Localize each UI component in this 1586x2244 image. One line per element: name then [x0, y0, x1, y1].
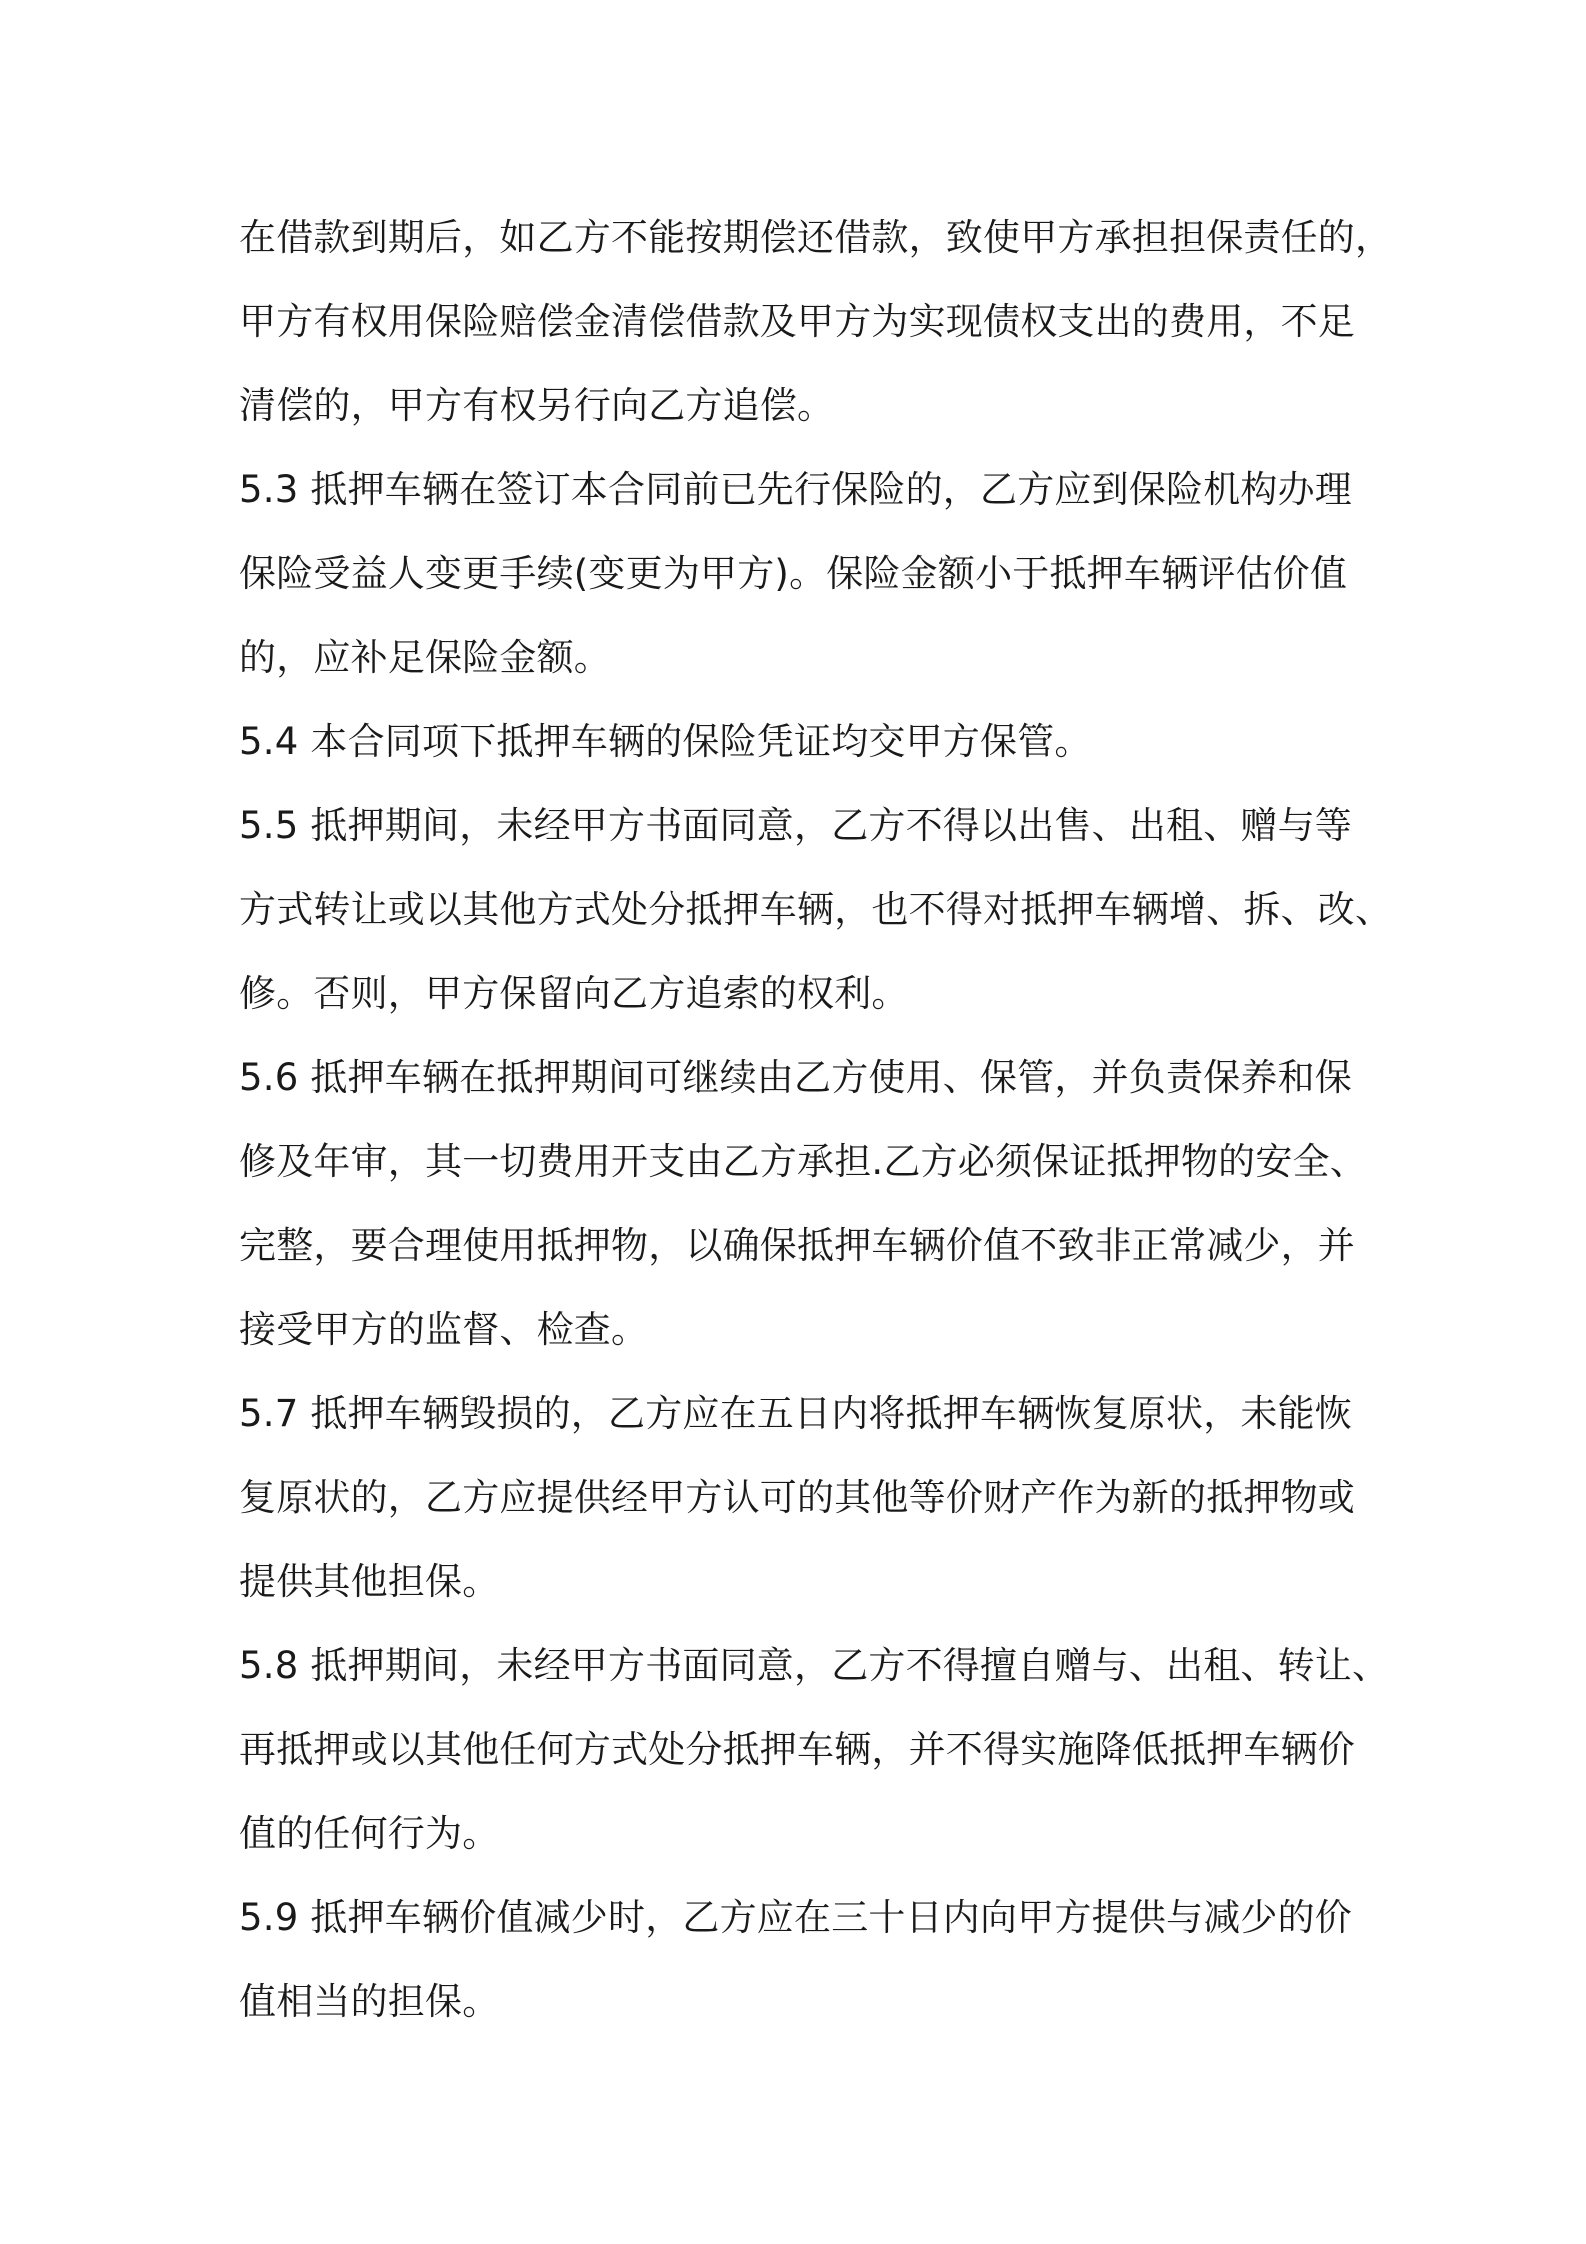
- text-line: 修及年审，其一切费用开支由乙方承担.乙方必须保证抵押物的安全、: [239, 1140, 1367, 1183]
- clause-5-5-line: 5.5 抵押期间，未经甲方书面同意，乙方不得以出售、出租、赠与等: [239, 804, 1353, 847]
- text-line: 值相当的担保。: [239, 1980, 500, 2023]
- clause-5-3-line: 5.3 抵押车辆在签订本合同前已先行保险的，乙方应到保险机构办理: [239, 468, 1353, 511]
- document-body: [239, 196, 1393, 2044]
- text-line: 甲方有权用保险赔偿金清偿借款及甲方为实现债权支出的费用，不足: [239, 300, 1355, 343]
- text-line: 修。否则，甲方保留向乙方追索的权利。: [239, 972, 909, 1015]
- clause-5-8-line: 5.8 抵押期间，未经甲方书面同意，乙方不得擅自赠与、出租、转让、: [239, 1644, 1390, 1687]
- clause-5-7-line: 5.7 抵押车辆毁损的，乙方应在五日内将抵押车辆恢复原状，未能恢: [239, 1392, 1353, 1435]
- clause-5-9-line: 5.9 抵押车辆价值减少时，乙方应在三十日内向甲方提供与减少的价: [239, 1896, 1353, 1939]
- text-line: 值的任何行为。: [239, 1812, 500, 1855]
- clause-5-4-line: 5.4 本合同项下抵押车辆的保险凭证均交甲方保管。: [239, 720, 1092, 763]
- text-line: 提供其他担保。: [239, 1560, 500, 1603]
- clause-5-6-line: 5.6 抵押车辆在抵押期间可继续由乙方使用、保管，并负责保养和保: [239, 1056, 1353, 1099]
- text-line: 再抵押或以其他任何方式处分抵押车辆，并不得实施降低抵押车辆价: [239, 1728, 1355, 1771]
- text-line: 保险受益人变更手续(变更为甲方)。保险金额小于抵押车辆评估价值: [239, 552, 1348, 595]
- text-line: 接受甲方的监督、检查。: [239, 1308, 649, 1351]
- text-line: 的，应补足保险金额。: [239, 636, 611, 679]
- text-line: 在借款到期后，如乙方不能按期偿还借款，致使甲方承担担保责任的，: [239, 216, 1393, 259]
- text-line: 清偿的，甲方有权另行向乙方追偿。: [239, 384, 835, 427]
- text-line: 方式转让或以其他方式处分抵押车辆，也不得对抵押车辆增、拆、改、: [239, 888, 1393, 931]
- text-line: 完整，要合理使用抵押物，以确保抵押车辆价值不致非正常减少，并: [239, 1224, 1355, 1267]
- text-line: 复原状的，乙方应提供经甲方认可的其他等价财产作为新的抵押物或: [239, 1476, 1355, 1519]
